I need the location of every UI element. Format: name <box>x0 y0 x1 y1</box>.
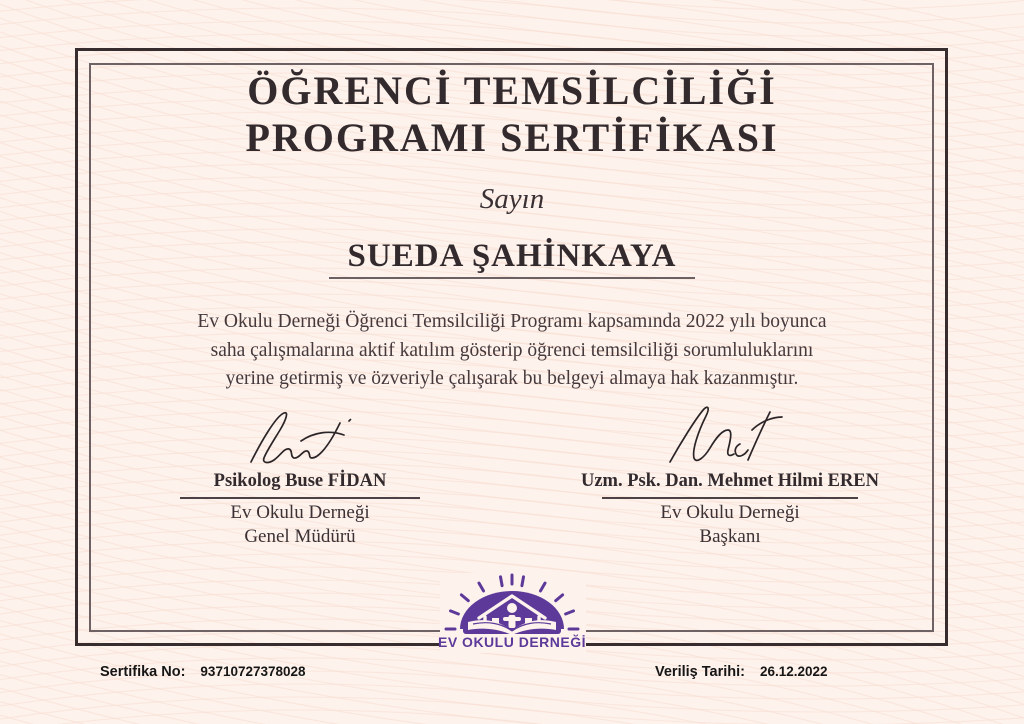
signatory-right-divider <box>602 497 858 499</box>
title-line-2: PROGRAMI SERTİFİKASI <box>245 115 779 160</box>
body-line-2: saha çalışmalarına aktif katılım gösterip öğrenci temsilciliği sorumluluklarını <box>210 339 814 361</box>
signatory-right-role: Başkanı <box>699 526 761 547</box>
title-line-1: ÖĞRENCİ TEMSİLCİLİĞİ <box>247 68 777 113</box>
certificate-number-value: 93710727378028 <box>200 664 306 679</box>
certificate-title <box>0 67 1024 161</box>
signatory-right-organization: Ev Okulu Derneği <box>660 502 800 523</box>
salutation: Sayın <box>479 183 545 215</box>
signatory-right-block <box>580 471 880 492</box>
association-logo-icon <box>437 565 587 653</box>
dome-house-icon <box>460 591 564 635</box>
recipient-name-underline <box>329 277 695 279</box>
issue-date-label: Veriliş Tarihi: <box>655 664 745 680</box>
certificate-number-label: Sertifika No: <box>100 664 186 680</box>
signatory-left-name: Psikolog Buse FİDAN <box>213 471 387 491</box>
body-line-1: Ev Okulu Derneği Öğrenci Temsilciliği Programı kapsamında 2022 yılı boyunca <box>197 311 827 332</box>
issue-date <box>655 664 828 680</box>
signatory-left-role: Genel Müdürü <box>244 526 356 547</box>
signatory-right-name: Uzm. Psk. Dan. Mehmet Hilmi EREN <box>580 471 880 491</box>
certificate-body <box>0 308 1024 394</box>
signature-right <box>660 404 785 468</box>
signature-left <box>245 407 370 469</box>
logo-text: EV OKULU DERNEĞİ <box>437 634 587 650</box>
signatory-left-block <box>150 471 450 492</box>
issue-date-value: 26.12.2022 <box>760 664 828 679</box>
body-line-3: yerine getirmiş ve özveriyle çalışarak bu belgeyi almaya hak kazanmıştır. <box>225 368 799 389</box>
certificate-number <box>100 664 306 680</box>
recipient-name: SUEDA ŞAHİNKAYA <box>347 238 677 274</box>
signatory-left-organization: Ev Okulu Derneği <box>230 502 370 523</box>
signatory-left-divider <box>180 497 420 499</box>
